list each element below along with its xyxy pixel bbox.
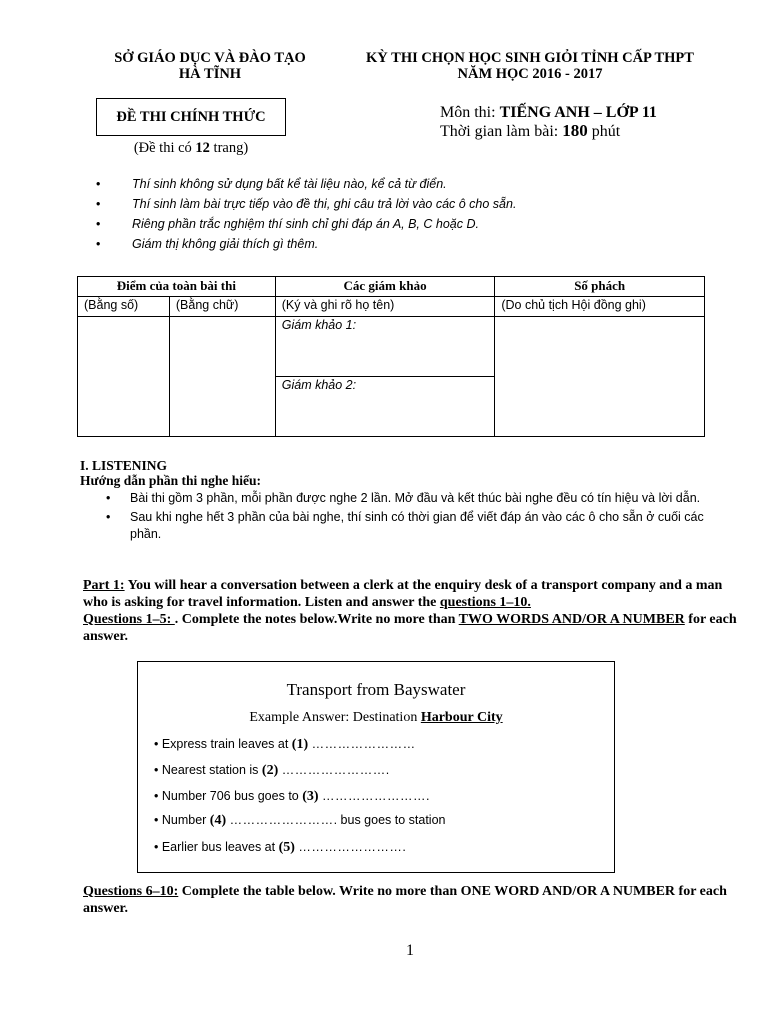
page-count-note: (Đề thi có 12 trang) <box>133 140 249 156</box>
questions-6-10-instructions: Questions 6–10: Complete the table below. Write no more than ONE WORD AND/OR A NUMBER for each answer. <box>83 884 727 916</box>
instruction-item: • Riêng phần trắc nghiệm thí sinh chỉ ghi đáp án A, B, C hoặc D. <box>90 214 730 234</box>
score-digits-cell[interactable] <box>78 317 170 437</box>
example-answer: Example Answer: Destination Harbour City <box>249 710 503 725</box>
examiner-2-cell[interactable]: Giám khảo 2: <box>275 377 495 437</box>
instruction-item: • Thí sinh không sử dụng bất kể tài liệu nào, kể cả từ điển. <box>90 174 730 194</box>
answer-blank-3[interactable]: …………………… <box>322 789 427 803</box>
answer-blank-5[interactable]: …………………… <box>298 840 403 854</box>
questions-6-10-label: Questions 6–10: <box>83 884 179 899</box>
exam-name: KỲ THI CHỌN HỌC SINH GIỎI TỈNH CẤP THPT <box>366 50 694 66</box>
notes-title: Transport from Bayswater <box>286 680 466 699</box>
total-score-header: Điểm của toàn bài thi <box>78 277 276 297</box>
score-in-digits-label: (Bằng số) <box>78 297 170 317</box>
time-line: Thời gian làm bài: 180 phút <box>440 121 621 140</box>
examiner-signature-label: (Ký và ghi rõ họ tên) <box>275 297 495 317</box>
official-exam-label: ĐỀ THI CHÍNH THỨC <box>96 98 286 136</box>
examiner-1-cell[interactable]: Giám khảo 1: <box>275 317 495 377</box>
exam-header <box>330 50 730 82</box>
notes-box <box>137 661 615 873</box>
serial-number-header: Số phách <box>495 277 705 297</box>
department-name: SỞ GIÁO DỤC VÀ ĐÀO TẠO <box>114 50 306 66</box>
department-header <box>70 50 350 82</box>
page-number: 1 <box>406 942 414 959</box>
guide-item: • Bài thi gồm 3 phần, mỗi phần được nghe 2 lần. Mở đầu và kết thúc bài nghe đều có tín hiệu và lời dẫn. <box>106 491 701 505</box>
note-item-1: • Express train leaves at (1) …………………… <box>154 737 416 752</box>
word-limit: TWO WORDS AND/OR A NUMBER <box>458 612 685 627</box>
note-item-5: • Earlier bus leaves at (5) ……………………. <box>154 840 406 855</box>
part-1-instructions: Part 1: You will hear a conversation between a clerk at the enquiry desk of a transport company and a man who is asking for travel information. Listen and answer the questions 1–10. Questions 1–5: . Complete the notes below.Write no more than TWO WORDS AND/OR A NUMBER for each answer. <box>83 578 737 644</box>
school-year: NĂM HỌC 2016 - 2017 <box>457 66 603 82</box>
subject-line: Môn thi: TIẾNG ANH – LỚP 11 <box>440 104 657 121</box>
answer-blank-2[interactable]: …………………… <box>281 763 386 777</box>
note-item-3: • Number 706 bus goes to (3) ……………………. <box>154 789 430 804</box>
instruction-item: • Giám thị không giải thích gì thêm. <box>90 234 730 254</box>
serial-number-cell[interactable] <box>495 317 705 437</box>
answer-blank-4[interactable]: …………………… <box>229 813 334 827</box>
bullet-icon: • <box>96 237 101 251</box>
answer-blank-1[interactable]: …………………… <box>311 737 416 751</box>
note-item-4: • Number (4) ……………………. bus goes to station <box>154 813 446 828</box>
score-words-cell[interactable] <box>169 317 275 437</box>
questions-1-5-label: Questions 1–5: <box>83 612 175 627</box>
listening-section-header <box>80 458 261 488</box>
subject-info <box>440 104 657 141</box>
bullet-icon: • <box>96 197 101 211</box>
examiners-header: Các giám khảo <box>275 277 495 297</box>
subject-value: TIẾNG ANH – LỚP 11 <box>499 104 657 121</box>
instruction-item: • Thí sinh làm bài trực tiếp vào đề thi, ghi câu trả lời vào các ô cho sẵn. <box>90 194 730 214</box>
guide-title: Hướng dẫn phần thi nghe hiểu: <box>80 473 262 488</box>
note-item-2: • Nearest station is (2) ……………………. <box>154 763 390 778</box>
province-name: HÀ TĨNH <box>178 66 242 82</box>
bullet-icon: • <box>106 491 111 505</box>
page-count: 12 <box>195 140 210 156</box>
score-in-words-label: (Bằng chữ) <box>169 297 275 317</box>
score-table <box>77 276 705 437</box>
guide-item: • Sau khi nghe hết 3 phần của bài nghe, thí sinh có thời gian để viết đáp án vào các ô cho sẵn ở cuối các phần. <box>106 510 704 541</box>
bullet-icon: • <box>96 217 101 231</box>
questions-range: questions 1–10. <box>439 595 531 610</box>
bullet-icon: • <box>96 177 101 191</box>
section-title: I. LISTENING <box>80 458 168 473</box>
example-value: Harbour City <box>420 710 503 725</box>
bullet-icon: • <box>106 510 111 524</box>
exam-instructions <box>90 174 730 254</box>
listening-guide <box>80 490 720 545</box>
time-value: 180 <box>562 121 588 140</box>
part-1-label: Part 1: <box>83 578 125 593</box>
council-chair-label: (Do chủ tịch Hội đồng ghi) <box>495 297 705 317</box>
